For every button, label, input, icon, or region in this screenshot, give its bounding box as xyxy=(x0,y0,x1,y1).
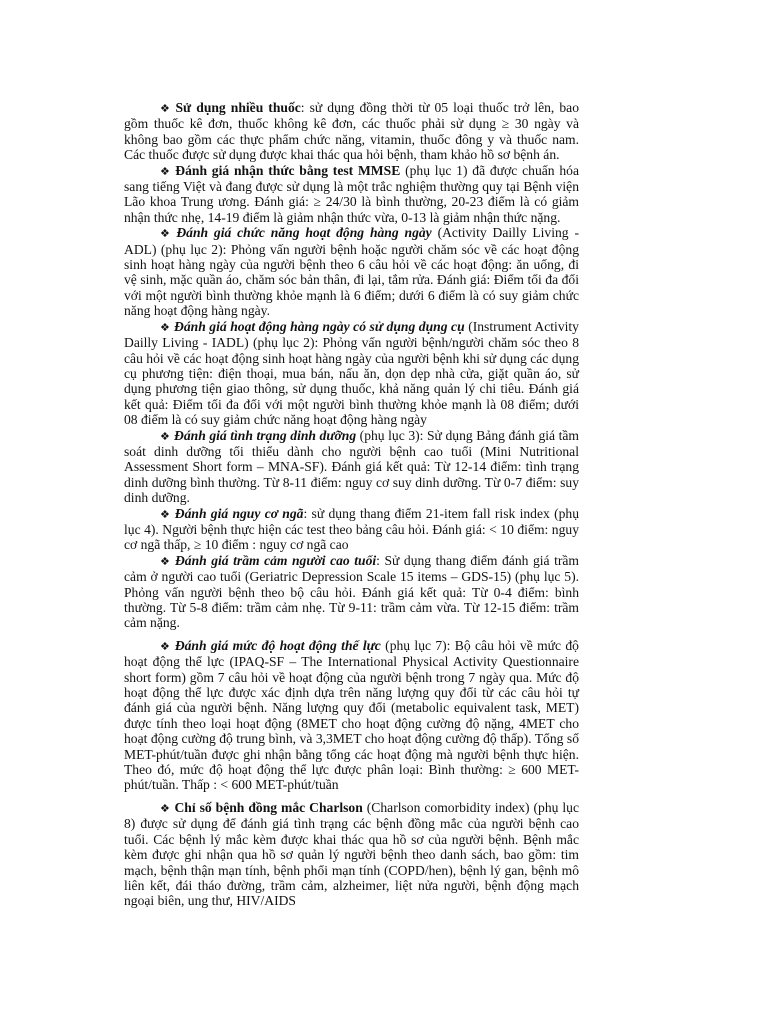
paragraph-body: (phụ lục 7): Bộ câu hỏi về mức độ hoạt động thể lực (IPAQ-SF – The International Physical Activity Questionnaire short form) gồm 7 câu hỏi về hoạt động của người bệnh trong 7 ngày qua. Mức độ hoạt động thể lực được xác định dựa trên năng lượng quy đổi từ các câu hỏi tự đánh giá của người bệnh. Năng lượng quy đổi (metabolic equivalent task, MET) được tính theo loại hoạt động (8MET cho hoạt động cường độ nặng, 4MET cho hoạt động cường độ trung bình, và 3,3MET cho hoạt động cường độ thấp). Tổng số MET-phút/tuần được ghi nhận bằng tổng các hoạt động mà người bệnh thực hiện. Theo đó, mức độ hoạt động thể lực được phân loại: Bình thường: ≥ 600 MET-phút/tuần. Thấp : < 600 MET-phút/tuần xyxy=(124,637,579,793)
diamond-bullet-icon: ❖ xyxy=(160,429,171,443)
diamond-bullet-icon: ❖ xyxy=(160,507,171,521)
paragraph-nutrition xyxy=(124,428,579,506)
diamond-bullet-icon: ❖ xyxy=(160,164,172,178)
paragraph-charlson xyxy=(124,800,579,909)
paragraph-fall-risk xyxy=(124,506,579,553)
paragraph-heading: Đánh giá nguy cơ ngã xyxy=(174,505,304,521)
paragraph-heading: Sử dụng nhiều thuốc xyxy=(175,100,301,115)
paragraph-heading: Đánh giá trầm cảm người cao tuổi xyxy=(174,552,377,568)
paragraph-body: : sử dụng thang điểm 21-item fall risk index (phụ lục 4). Người bệnh thực hiện các test theo bảng câu hỏi. Đánh giá: < 10 điểm: nguy cơ ngã thấp, ≥ 10 điểm : nguy cơ ngã cao xyxy=(124,505,579,553)
diamond-bullet-icon: ❖ xyxy=(160,102,172,115)
paragraph-iadl xyxy=(124,319,579,428)
paragraph-adl xyxy=(124,225,579,318)
document-page xyxy=(124,100,579,909)
paragraph-mmse xyxy=(124,163,579,226)
paragraph-depression xyxy=(124,553,579,631)
paragraph-heading: Chỉ số bệnh đồng mắc Charlson xyxy=(174,799,363,815)
paragraph-body: : sử dụng đồng thời từ 05 loại thuốc trở lên, bao gồm thuốc kê đơn, thuốc không kê đơn, các thuốc phải sử dụng ≥ 30 ngày và không bao gồm các thực phẩm chức năng, vitamin, thuốc đông y và thuốc nam. Các thuốc được sử dụng được khai thác qua hỏi bệnh, tham khảo hồ sơ bệnh án. xyxy=(124,100,579,163)
diamond-bullet-icon: ❖ xyxy=(160,554,171,568)
paragraph-heading: Đánh giá mức độ hoạt động thể lực xyxy=(174,637,381,653)
paragraph-body: (phụ lục 3): Sử dụng Bảng đánh giá tầm soát dinh dưỡng tối thiểu dành cho người bệnh cao tuổi (Mini Nutritional Assessment Short form – MNA-SF). Đánh giá kết quả: Từ 12-14 điểm: tình trạng dinh dưỡng bình thường. Từ 8-11 điểm: nguy cơ suy dinh dưỡng. Từ 0-7 điểm: suy dinh dưỡng. xyxy=(124,427,580,506)
paragraph-body: (Charlson comorbidity index) (phụ lục 8) được sử dụng để đánh giá tình trạng các bệnh đồng mắc của người bệnh cao tuổi. Các bệnh lý mắc kèm được khai thác qua hồ sơ của người bệnh. Bệnh mắc kèm được ghi nhận qua hồ sơ quản lý người bệnh theo danh sách, bao gồm: tim mạch, bệnh thận mạn tính, bệnh phổi mạn tính (COPD/hen), bệnh lý gan, bệnh mô liên kết, đái tháo đường, trầm cảm, alzheimer, liệt nửa người, bệnh động mạch ngoại biên, ung thư, HIV/AIDS xyxy=(124,799,579,909)
paragraph-body: (Activity Dailly Living - ADL) (phụ lục 2): Phỏng vấn người bệnh hoặc người chăm sóc về các hoạt động sinh hoạt hàng ngày của người bệnh theo 6 câu hỏi về các hoạt động: ăn uống, đi vệ sinh, mặc quần áo, chăm sóc bản thân, đi lại, tắm rửa. Đánh giá: Điểm tối đa đối với một người bình thường khỏe mạnh là 6 điểm; dưới 6 điểm là có suy giảm chức năng hoạt động hàng ngày. xyxy=(124,225,579,319)
diamond-bullet-icon: ❖ xyxy=(160,639,171,653)
paragraph-heading: Đánh giá nhận thức bằng test MMSE xyxy=(175,162,401,178)
paragraph-body: (phụ lục 1) đã được chuẩn hóa sang tiếng Việt và đang được sử dụng là một trắc nghiệm thường quy tại Bệnh viện Lão khoa Trung ương. Đánh giá: ≥ 24/30 là bình thường, 20-23 điểm là có giảm nhận thức nhẹ, 14-19 điểm là giảm nhận thức vừa, 0-13 là giảm nhận thức nặng. xyxy=(124,162,579,225)
paragraph-body: (Instrument Activity Dailly Living - IADL) (phụ lục 2): Phỏng vấn người bệnh/người chăm sóc theo 8 câu hỏi về các hoạt động sinh hoạt hàng ngày của người bệnh khi sử dụng các dụng cụ phương tiện: điện thoại, mua bán, nấu ăn, dọn dẹp nhà cửa, giặt quần áo, sử dụng phương tiện giao thông, sử dụng thuốc, khả năng quản lý chi tiêu. Đánh giá kết quả: Điểm tối đa đối với một người bình thường khỏe mạnh là 08 điểm; dưới 08 điểm là có suy giảm chức năng hoạt động hàng ngày xyxy=(124,318,579,428)
paragraph-heading: Đánh giá hoạt động hàng ngày có sử dụng dụng cụ xyxy=(174,318,465,334)
paragraph-physical-activity xyxy=(124,638,579,793)
paragraph-heading: Đánh giá tình trạng dinh dưỡng xyxy=(174,427,357,443)
paragraph-heading: Đánh giá chức năng hoạt động hàng ngày xyxy=(176,225,432,241)
paragraph-body: : Sử dụng thang điểm đánh giá trầm cảm ở người cao tuổi (Geriatric Depression Scale 15 items – GDS-15) (phụ lục 5). Phỏng vấn người bệnh theo bộ câu hỏi. Đánh giá kết quả: Từ 0-4 điểm: bình thường. Từ 5-8 điểm: trầm cảm nhẹ. Từ 9-11: trầm cảm vừa. Từ 12-15 điểm: trầm cảm nặng. xyxy=(124,552,579,631)
diamond-bullet-icon: ❖ xyxy=(160,227,173,241)
diamond-bullet-icon: ❖ xyxy=(160,801,171,815)
paragraph-polypharmacy xyxy=(124,100,579,163)
diamond-bullet-icon: ❖ xyxy=(160,320,171,334)
